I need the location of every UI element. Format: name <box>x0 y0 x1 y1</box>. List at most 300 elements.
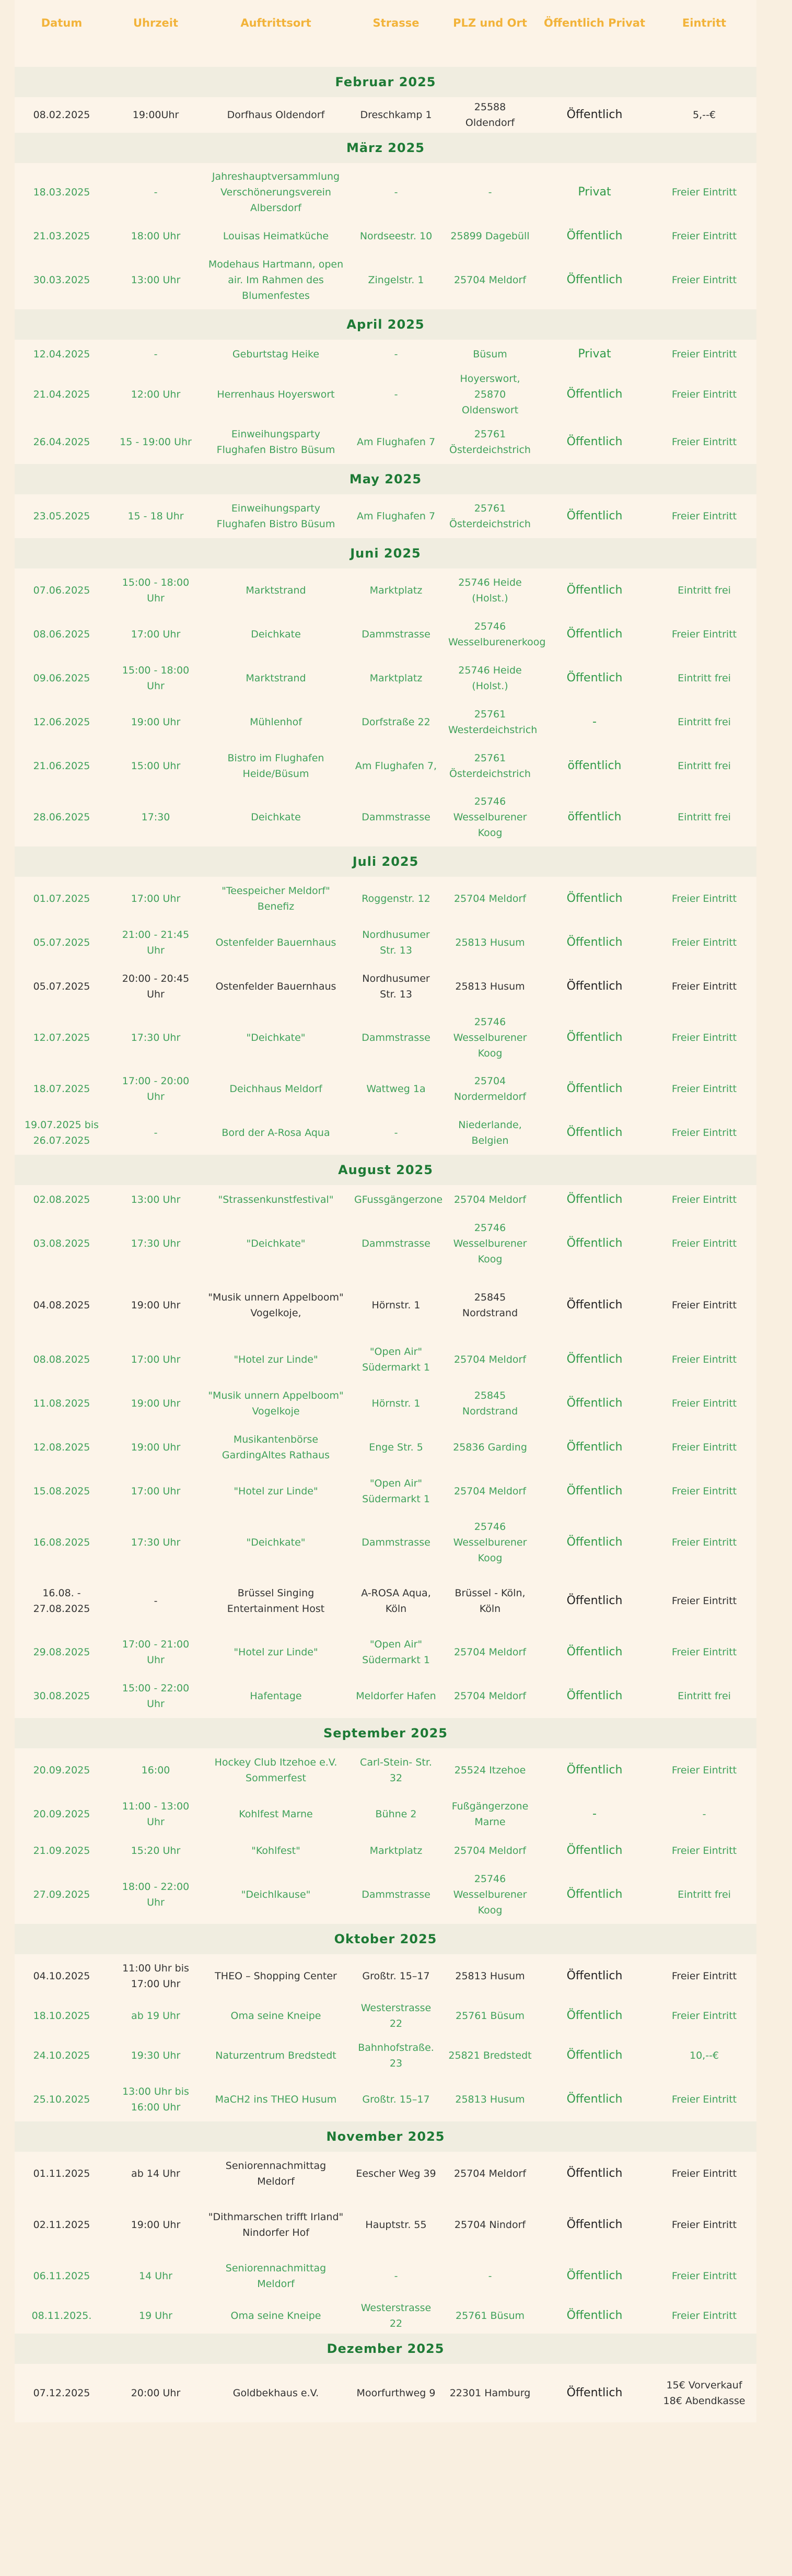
month-row <box>15 2121 756 2152</box>
cell-plz-ort: - <box>443 2254 537 2298</box>
cell-uhrzeit: 13:00 Uhr <box>109 251 203 309</box>
cell-datum: 18.10.2025 <box>15 1998 109 2034</box>
cell-auftrittsort: Louisas Heimatküche <box>203 222 349 251</box>
cell-eintritt: Freier Eintritt <box>652 1111 756 1155</box>
table-row <box>15 222 756 251</box>
table-row <box>15 700 756 744</box>
cell-privat: - <box>537 1792 652 1836</box>
cell-strasse: Dreschkamp 1 <box>349 97 443 133</box>
cell-plz-ort: 25704 Meldorf <box>443 1469 537 1513</box>
cell-datum: 16.08.2025 <box>15 1513 109 1572</box>
cell-privat: Öffentlich <box>537 420 652 464</box>
cell-uhrzeit: 19:30 Uhr <box>109 2034 203 2078</box>
cell-plz-ort: 25845 Nordstrand <box>443 1273 537 1338</box>
month-row <box>15 1924 756 1954</box>
cell-privat: Öffentlich <box>537 1513 652 1572</box>
cell-plz-ort: 25746 Heide (Holst.) <box>443 656 537 700</box>
cell-uhrzeit: 15:00 - 18:00 Uhr <box>109 656 203 700</box>
cell-plz-ort: 25845 Nordstrand <box>443 1382 537 1425</box>
cell-auftrittsort: THEO – Shopping Center <box>203 1954 349 1998</box>
cell-datum: 06.11.2025 <box>15 2254 109 2298</box>
cell-auftrittsort: "Kohlfest" <box>203 1836 349 1865</box>
cell-auftrittsort: "Deichkate" <box>203 1008 349 1067</box>
month-heading: Dezember 2025 <box>15 2334 756 2364</box>
cell-privat: Öffentlich <box>537 2196 652 2254</box>
cell-privat: Öffentlich <box>537 494 652 538</box>
table-row <box>15 1425 756 1469</box>
table-row <box>15 1572 756 1630</box>
cell-eintritt: Freier Eintritt <box>652 2298 756 2334</box>
cell-auftrittsort: Deichkate <box>203 788 349 846</box>
cell-privat: Öffentlich <box>537 568 652 612</box>
cell-strasse: Marktplatz <box>349 656 443 700</box>
cell-auftrittsort: Ostenfelder Bauernhaus <box>203 965 349 1008</box>
cell-auftrittsort: Naturzentrum Bredstedt <box>203 2034 349 2078</box>
cell-plz-ort: 25836 Garding <box>443 1425 537 1469</box>
table-row <box>15 1382 756 1425</box>
month-row <box>15 67 756 97</box>
cell-strasse: Eescher Weg 39 <box>349 2152 443 2196</box>
cell-strasse: "Open Air" Südermarkt 1 <box>349 1338 443 1382</box>
cell-datum: 25.10.2025 <box>15 2078 109 2121</box>
cell-privat: - <box>537 700 652 744</box>
table-row <box>15 1513 756 1572</box>
cell-auftrittsort: Goldbekhaus e.V. <box>203 2364 349 2422</box>
cell-eintritt: Freier Eintritt <box>652 1338 756 1382</box>
cell-plz-ort: 25746 Wesselburener Koog <box>443 1214 537 1273</box>
cell-uhrzeit: - <box>109 1111 203 1155</box>
table-row <box>15 656 756 700</box>
cell-strasse: Dammstrasse <box>349 1513 443 1572</box>
cell-strasse: Westerstrasse 22 <box>349 2298 443 2334</box>
table-row <box>15 251 756 309</box>
cell-uhrzeit: 11:00 Uhr bis 17:00 Uhr <box>109 1954 203 1998</box>
cell-uhrzeit: 17:30 <box>109 788 203 846</box>
cell-eintritt: Eintritt frei <box>652 788 756 846</box>
table-row <box>15 1674 756 1718</box>
cell-datum: 30.03.2025 <box>15 251 109 309</box>
cell-eintritt: Freier Eintritt <box>652 1214 756 1273</box>
month-heading: Februar 2025 <box>15 67 756 97</box>
cell-auftrittsort: "Dithmarschen trifft Irland" Nindorfer Hof <box>203 2196 349 2254</box>
cell-plz-ort: 25746 Wesselburener Koog <box>443 1865 537 1924</box>
cell-strasse: A-ROSA Aqua, Köln <box>349 1572 443 1630</box>
cell-eintritt: 10,--€ <box>652 2034 756 2078</box>
cell-datum: 27.09.2025 <box>15 1865 109 1924</box>
cell-uhrzeit: 15:00 - 18:00 Uhr <box>109 568 203 612</box>
header-eintritt: Eintritt <box>652 0 756 67</box>
cell-eintritt: Freier Eintritt <box>652 2196 756 2254</box>
cell-uhrzeit: ab 19 Uhr <box>109 1998 203 2034</box>
cell-datum: 05.07.2025 <box>15 921 109 965</box>
cell-privat: Öffentlich <box>537 877 652 921</box>
cell-eintritt: Freier Eintritt <box>652 369 756 420</box>
cell-auftrittsort: Einweihungsparty Flughafen Bistro Büsum <box>203 420 349 464</box>
cell-datum: 01.07.2025 <box>15 877 109 921</box>
cell-plz-ort: 25761 Österdeichstrich <box>443 420 537 464</box>
cell-auftrittsort: "Hotel zur Linde" <box>203 1469 349 1513</box>
cell-plz-ort: 25704 Meldorf <box>443 1630 537 1674</box>
cell-privat: Öffentlich <box>537 1273 652 1338</box>
cell-privat: Öffentlich <box>537 1748 652 1792</box>
cell-strasse: "Open Air" Südermarkt 1 <box>349 1469 443 1513</box>
header-oeffentlich-privat: Öffentlich Privat <box>537 0 652 67</box>
cell-uhrzeit: 17:00 - 21:00 Uhr <box>109 1630 203 1674</box>
month-row <box>15 309 756 340</box>
cell-uhrzeit: 17:00 Uhr <box>109 1338 203 1382</box>
cell-datum: 08.08.2025 <box>15 1338 109 1382</box>
cell-eintritt: Freier Eintritt <box>652 251 756 309</box>
cell-eintritt: 5,--€ <box>652 97 756 133</box>
cell-strasse: Bühne 2 <box>349 1792 443 1836</box>
cell-plz-ort: Brüssel - Köln, Köln <box>443 1572 537 1630</box>
cell-uhrzeit: 15:00 - 22:00 Uhr <box>109 1674 203 1718</box>
cell-uhrzeit: 15:00 Uhr <box>109 744 203 788</box>
cell-auftrittsort: Seniorennachmittag Meldorf <box>203 2254 349 2298</box>
cell-plz-ort: 25746 Heide (Holst.) <box>443 568 537 612</box>
cell-privat: Öffentlich <box>537 1338 652 1382</box>
cell-privat: Privat <box>537 340 652 369</box>
cell-uhrzeit: 19:00 Uhr <box>109 1382 203 1425</box>
cell-privat: Öffentlich <box>537 1111 652 1155</box>
table-row <box>15 744 756 788</box>
cell-plz-ort: 25813 Husum <box>443 965 537 1008</box>
cell-plz-ort: Hoyerswort, 25870 Oldenswort <box>443 369 537 420</box>
cell-auftrittsort: "Musik unnern Appelboom" Vogelkoje <box>203 1382 349 1425</box>
cell-plz-ort: 25704 Meldorf <box>443 1674 537 1718</box>
cell-strasse: Roggenstr. 12 <box>349 877 443 921</box>
month-row <box>15 2334 756 2364</box>
month-row <box>15 464 756 494</box>
cell-plz-ort: 25761 Büsum <box>443 1998 537 2034</box>
cell-datum: 09.06.2025 <box>15 656 109 700</box>
cell-eintritt: Freier Eintritt <box>652 1748 756 1792</box>
cell-auftrittsort: Bistro im Flughafen Heide/Büsum <box>203 744 349 788</box>
cell-datum: 21.09.2025 <box>15 1836 109 1865</box>
cell-eintritt: Freier Eintritt <box>652 1630 756 1674</box>
cell-plz-ort: 25746 Wesselburener Koog <box>443 1513 537 1572</box>
cell-privat: Öffentlich <box>537 1067 652 1111</box>
cell-privat: Öffentlich <box>537 2078 652 2121</box>
cell-eintritt: Freier Eintritt <box>652 1469 756 1513</box>
cell-strasse: Moorfurthweg 9 <box>349 2364 443 2422</box>
cell-plz-ort: 25761 Österdeichstrich <box>443 494 537 538</box>
cell-uhrzeit: 19:00 Uhr <box>109 1273 203 1338</box>
cell-strasse: Am Flughafen 7, <box>349 744 443 788</box>
cell-auftrittsort: "Deichkate" <box>203 1214 349 1273</box>
cell-uhrzeit: 15 - 18 Uhr <box>109 494 203 538</box>
table-body <box>15 67 756 2422</box>
cell-strasse: Carl-Stein- Str. 32 <box>349 1748 443 1792</box>
cell-auftrittsort: Jahreshauptversammlung Verschönerungsverein Albersdorf <box>203 163 349 222</box>
month-row <box>15 133 756 163</box>
header-strasse: Strasse <box>349 0 443 67</box>
cell-auftrittsort: Oma seine Kneipe <box>203 2298 349 2334</box>
cell-strasse: - <box>349 1111 443 1155</box>
cell-plz-ort: 25704 Meldorf <box>443 1185 537 1214</box>
cell-eintritt: Freier Eintritt <box>652 420 756 464</box>
cell-strasse: Zingelstr. 1 <box>349 251 443 309</box>
cell-datum: 21.03.2025 <box>15 222 109 251</box>
cell-eintritt: Freier Eintritt <box>652 1425 756 1469</box>
events-table-container <box>15 0 756 2422</box>
month-heading: Juli 2025 <box>15 846 756 877</box>
cell-plz-ort: Fußgängerzone Marne <box>443 1792 537 1836</box>
month-heading: April 2025 <box>15 309 756 340</box>
cell-strasse: Nordhusumer Str. 13 <box>349 965 443 1008</box>
table-row <box>15 340 756 369</box>
cell-plz-ort: 25524 Itzehoe <box>443 1748 537 1792</box>
month-heading: May 2025 <box>15 464 756 494</box>
cell-privat: Öffentlich <box>537 2364 652 2422</box>
cell-privat: öffentlich <box>537 744 652 788</box>
cell-strasse: Hörnstr. 1 <box>349 1382 443 1425</box>
cell-strasse: Dammstrasse <box>349 788 443 846</box>
cell-privat: Öffentlich <box>537 1998 652 2034</box>
table-row <box>15 1338 756 1382</box>
cell-privat: Öffentlich <box>537 1865 652 1924</box>
cell-eintritt: Freier Eintritt <box>652 921 756 965</box>
cell-plz-ort: 25704 Meldorf <box>443 1338 537 1382</box>
cell-auftrittsort: Brüssel Singing Entertainment Host <box>203 1572 349 1630</box>
cell-privat: Öffentlich <box>537 2152 652 2196</box>
cell-datum: 20.09.2025 <box>15 1748 109 1792</box>
cell-datum: 08.02.2025 <box>15 97 109 133</box>
cell-plz-ort: 25704 Meldorf <box>443 1836 537 1865</box>
header-uhrzeit: Uhrzeit <box>109 0 203 67</box>
cell-strasse: Dammstrasse <box>349 1214 443 1273</box>
cell-strasse: - <box>349 340 443 369</box>
cell-uhrzeit: 19 Uhr <box>109 2298 203 2334</box>
table-row <box>15 97 756 133</box>
cell-eintritt: Freier Eintritt <box>652 494 756 538</box>
cell-datum: 12.06.2025 <box>15 700 109 744</box>
cell-uhrzeit: 21:00 - 21:45 Uhr <box>109 921 203 965</box>
cell-privat: Öffentlich <box>537 2034 652 2078</box>
header-plz-ort: PLZ und Ort <box>443 0 537 67</box>
table-header <box>15 0 756 67</box>
cell-uhrzeit: ab 14 Uhr <box>109 2152 203 2196</box>
month-heading: Oktober 2025 <box>15 1924 756 1954</box>
table-row <box>15 921 756 965</box>
table-row <box>15 965 756 1008</box>
cell-privat: Öffentlich <box>537 222 652 251</box>
cell-plz-ort: 25761 Büsum <box>443 2298 537 2334</box>
cell-strasse: Dammstrasse <box>349 1008 443 1067</box>
cell-plz-ort: 25704 Nindorf <box>443 2196 537 2254</box>
cell-privat: Öffentlich <box>537 369 652 420</box>
table-row <box>15 1998 756 2034</box>
table-row <box>15 1954 756 1998</box>
header-datum: Datum <box>15 0 109 67</box>
cell-datum: 24.10.2025 <box>15 2034 109 2078</box>
cell-privat: Öffentlich <box>537 1674 652 1718</box>
cell-strasse: Wattweg 1a <box>349 1067 443 1111</box>
cell-plz-ort: 25746 Wesselburener Koog <box>443 788 537 846</box>
cell-uhrzeit: 11:00 - 13:00 Uhr <box>109 1792 203 1836</box>
cell-eintritt: Freier Eintritt <box>652 163 756 222</box>
cell-eintritt: - <box>652 1792 756 1836</box>
cell-uhrzeit: - <box>109 163 203 222</box>
cell-datum: 19.07.2025 bis 26.07.2025 <box>15 1111 109 1155</box>
cell-uhrzeit: 14 Uhr <box>109 2254 203 2298</box>
cell-strasse: Meldorfer Hafen <box>349 1674 443 1718</box>
cell-auftrittsort: Hafentage <box>203 1674 349 1718</box>
cell-privat: Öffentlich <box>537 2298 652 2334</box>
cell-datum: 08.06.2025 <box>15 612 109 656</box>
cell-plz-ort: - <box>443 163 537 222</box>
cell-plz-ort: 22301 Hamburg <box>443 2364 537 2422</box>
cell-auftrittsort: Geburtstag Heike <box>203 340 349 369</box>
table-row <box>15 2152 756 2196</box>
cell-privat: Öffentlich <box>537 1630 652 1674</box>
cell-eintritt: Freier Eintritt <box>652 2152 756 2196</box>
month-heading: März 2025 <box>15 133 756 163</box>
cell-uhrzeit: - <box>109 1572 203 1630</box>
cell-uhrzeit: 17:00 Uhr <box>109 877 203 921</box>
table-row <box>15 1792 756 1836</box>
cell-uhrzeit: 17:00 Uhr <box>109 612 203 656</box>
cell-plz-ort: 25704 Meldorf <box>443 877 537 921</box>
table-row <box>15 1111 756 1155</box>
cell-strasse: Marktplatz <box>349 568 443 612</box>
cell-eintritt: Freier Eintritt <box>652 1273 756 1338</box>
table-row <box>15 369 756 420</box>
cell-datum: 15.08.2025 <box>15 1469 109 1513</box>
cell-strasse: Westerstrasse 22 <box>349 1998 443 2034</box>
cell-plz-ort: 25899 Dagebüll <box>443 222 537 251</box>
cell-strasse: Dorfstraße 22 <box>349 700 443 744</box>
cell-auftrittsort: Kohlfest Marne <box>203 1792 349 1836</box>
cell-plz-ort: 25704 Nordermeldorf <box>443 1067 537 1111</box>
cell-auftrittsort: Ostenfelder Bauernhaus <box>203 921 349 965</box>
table-row <box>15 163 756 222</box>
cell-strasse: Bahnhofstraße. 23 <box>349 2034 443 2078</box>
cell-privat: Öffentlich <box>537 612 652 656</box>
cell-auftrittsort: Oma seine Kneipe <box>203 1998 349 2034</box>
cell-eintritt: Freier Eintritt <box>652 965 756 1008</box>
cell-privat: Öffentlich <box>537 1954 652 1998</box>
table-row <box>15 2364 756 2422</box>
cell-plz-ort: 25704 Meldorf <box>443 2152 537 2196</box>
cell-plz-ort: 25813 Husum <box>443 2078 537 2121</box>
cell-uhrzeit: 15 - 19:00 Uhr <box>109 420 203 464</box>
cell-datum: 12.08.2025 <box>15 1425 109 1469</box>
cell-auftrittsort: Dorfhaus Oldendorf <box>203 97 349 133</box>
cell-auftrittsort: Deichhaus Meldorf <box>203 1067 349 1111</box>
cell-uhrzeit: 19:00 Uhr <box>109 2196 203 2254</box>
cell-eintritt: Freier Eintritt <box>652 2254 756 2298</box>
cell-privat: Öffentlich <box>537 97 652 133</box>
table-row <box>15 1865 756 1924</box>
table-row <box>15 1630 756 1674</box>
cell-privat: Öffentlich <box>537 251 652 309</box>
cell-strasse: - <box>349 2254 443 2298</box>
cell-auftrittsort: Modehaus Hartmann, open air. Im Rahmen des Blumenfestes <box>203 251 349 309</box>
cell-datum: 07.12.2025 <box>15 2364 109 2422</box>
cell-privat: öffentlich <box>537 788 652 846</box>
cell-plz-ort: 25746 Wesselburenerkoog <box>443 612 537 656</box>
cell-eintritt: Freier Eintritt <box>652 1836 756 1865</box>
cell-datum: 20.09.2025 <box>15 1792 109 1836</box>
cell-privat: Privat <box>537 163 652 222</box>
cell-auftrittsort: "Deichlkause" <box>203 1865 349 1924</box>
cell-privat: Öffentlich <box>537 1185 652 1214</box>
cell-datum: 23.05.2025 <box>15 494 109 538</box>
cell-uhrzeit: 19:00Uhr <box>109 97 203 133</box>
cell-privat: Öffentlich <box>537 1382 652 1425</box>
cell-auftrittsort: Hockey Club Itzehoe e.V. Sommerfest <box>203 1748 349 1792</box>
cell-plz-ort: 25813 Husum <box>443 1954 537 1998</box>
cell-auftrittsort: Mühlenhof <box>203 700 349 744</box>
cell-auftrittsort: "Deichkate" <box>203 1513 349 1572</box>
cell-auftrittsort: "Teespeicher Meldorf" Benefiz <box>203 877 349 921</box>
cell-auftrittsort: Marktstrand <box>203 656 349 700</box>
cell-datum: 05.07.2025 <box>15 965 109 1008</box>
table-row <box>15 2078 756 2121</box>
month-row <box>15 1155 756 1185</box>
cell-strasse: Marktplatz <box>349 1836 443 1865</box>
cell-strasse: GFussgängerzone <box>349 1185 443 1214</box>
cell-datum: 21.04.2025 <box>15 369 109 420</box>
cell-privat: Öffentlich <box>537 1572 652 1630</box>
cell-eintritt: Eintritt frei <box>652 568 756 612</box>
cell-eintritt: Eintritt frei <box>652 1674 756 1718</box>
table-row <box>15 612 756 656</box>
cell-datum: 18.03.2025 <box>15 163 109 222</box>
cell-privat: Öffentlich <box>537 1214 652 1273</box>
cell-auftrittsort: "Strassenkunstfestival" <box>203 1185 349 1214</box>
cell-strasse: Dammstrasse <box>349 612 443 656</box>
table-row <box>15 1469 756 1513</box>
cell-auftrittsort: Deichkate <box>203 612 349 656</box>
cell-strasse: Enge Str. 5 <box>349 1425 443 1469</box>
table-row <box>15 1836 756 1865</box>
cell-auftrittsort: "Hotel zur Linde" <box>203 1338 349 1382</box>
cell-datum: 01.11.2025 <box>15 2152 109 2196</box>
cell-eintritt: Eintritt frei <box>652 700 756 744</box>
cell-datum: 07.06.2025 <box>15 568 109 612</box>
cell-strasse: Am Flughafen 7 <box>349 494 443 538</box>
table-row <box>15 2196 756 2254</box>
cell-datum: 30.08.2025 <box>15 1674 109 1718</box>
month-row <box>15 1718 756 1748</box>
cell-datum: 18.07.2025 <box>15 1067 109 1111</box>
cell-datum: 02.08.2025 <box>15 1185 109 1214</box>
cell-eintritt: Freier Eintritt <box>652 1998 756 2034</box>
cell-strasse: Dammstrasse <box>349 1865 443 1924</box>
table-row <box>15 1008 756 1067</box>
cell-uhrzeit: - <box>109 340 203 369</box>
cell-eintritt: Eintritt frei <box>652 744 756 788</box>
events-table <box>15 0 756 2422</box>
month-row <box>15 846 756 877</box>
cell-plz-ort: Büsum <box>443 340 537 369</box>
cell-privat: Öffentlich <box>537 656 652 700</box>
cell-auftrittsort: "Musik unnern Appelboom" Vogelkoje, <box>203 1273 349 1338</box>
cell-uhrzeit: 17:00 - 20:00 Uhr <box>109 1067 203 1111</box>
month-heading: September 2025 <box>15 1718 756 1748</box>
cell-datum: 03.08.2025 <box>15 1214 109 1273</box>
cell-eintritt: Freier Eintritt <box>652 2078 756 2121</box>
cell-uhrzeit: 13:00 Uhr <box>109 1185 203 1214</box>
cell-strasse: Hauptstr. 55 <box>349 2196 443 2254</box>
cell-datum: 12.04.2025 <box>15 340 109 369</box>
cell-privat: Öffentlich <box>537 965 652 1008</box>
cell-eintritt: 15€ Vorverkauf 18€ Abendkasse <box>652 2364 756 2422</box>
cell-auftrittsort: Bord der A-Rosa Aqua <box>203 1111 349 1155</box>
cell-eintritt: Freier Eintritt <box>652 1382 756 1425</box>
